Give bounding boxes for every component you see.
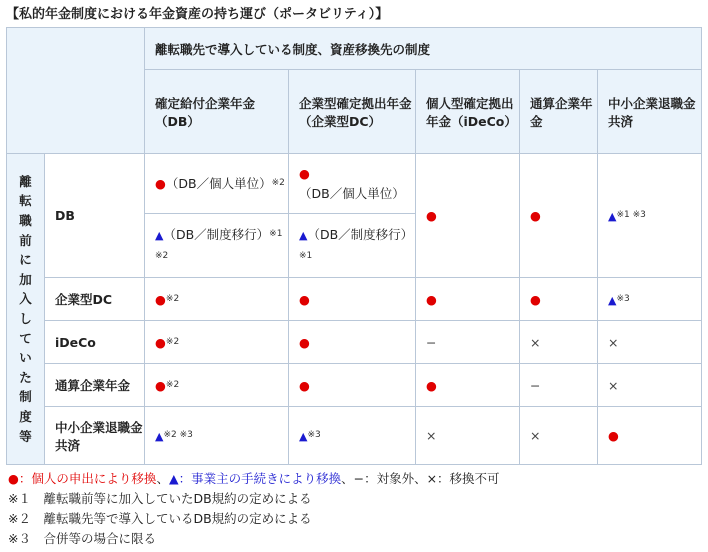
red-circle-icon: ● (426, 377, 437, 393)
cell-db-tsusan (520, 154, 598, 278)
legend-marks: ●：個人の申出により移換、▲：事業主の手続きにより移換、−：対象外、×：移換不可 (8, 471, 500, 486)
cell-chusho-ideco: × (416, 407, 520, 465)
side-label: 離転職前に加入していた制度等 (7, 154, 45, 465)
portability-table (6, 27, 702, 465)
red-circle-icon: ● (530, 291, 541, 307)
cell-dc-dc (289, 278, 416, 321)
row-header-tsusan: 通算企業年金 (45, 364, 145, 407)
red-circle-icon: ● (299, 334, 310, 350)
row-header-db: DB (45, 154, 145, 278)
red-circle-icon: ● (426, 291, 437, 307)
red-circle-icon: ● (155, 176, 166, 191)
red-circle-icon: ● (426, 208, 437, 223)
page-title: 【私的年金制度における年金資産の持ち運び（ポータビリティ）】 (6, 7, 389, 22)
cell-chusho-chusho (598, 407, 702, 465)
col-header-db: 確定給付企業年金（DB） (145, 70, 289, 154)
red-circle-icon: ● (299, 377, 310, 393)
blue-triangle-icon: ▲ (608, 210, 617, 223)
red-circle-icon: ● (530, 208, 541, 223)
footnote-2: ※２ 離転職先等で導入しているDB規約の定めによる (8, 511, 312, 526)
cell-chusho-db: ▲$^{※2 ※3}$ (145, 407, 289, 465)
blue-triangle-icon: ▲ (155, 229, 164, 242)
col-header-chusho: 中小企業退職金共済 (598, 70, 702, 154)
red-circle-icon: ● (155, 291, 166, 307)
cell-tsusan-tsusan: − (520, 364, 598, 407)
cell-ideco-tsusan: × (520, 321, 598, 364)
legend-rest: 、−：対象外、×：移換不可 (341, 471, 500, 486)
cell-chusho-tsusan: × (520, 407, 598, 465)
cell-dc-db: ●$^{※2}$ (145, 278, 289, 321)
red-circle-icon: ● (8, 471, 19, 486)
cell-db-db-individual: ●（DB／個人単位）$^{※2}$ (145, 154, 289, 214)
red-circle-icon: ● (608, 428, 619, 443)
cell-db-db-transfer: ▲（DB／制度移行）$^{※1 ※2}$ (145, 214, 289, 278)
red-circle-icon: ● (299, 291, 310, 307)
cell-tsusan-ideco (416, 364, 520, 407)
group-header: 離転職先で導入している制度、資産移換先の制度 (145, 28, 702, 70)
cell-tsusan-chusho: × (598, 364, 702, 407)
cell-db-dc-transfer: ▲（DB／制度移行）$^{※1}$ (289, 214, 416, 278)
cell-ideco-chusho: × (598, 321, 702, 364)
blue-triangle-icon: ▲ (155, 430, 164, 443)
legend-blue-text: ：事業主の手続きにより移換 (178, 471, 342, 486)
blue-triangle-icon: ▲ (299, 228, 308, 242)
footnote-1: ※１ 離転職前等に加入していたDB規約の定めによる (8, 491, 312, 506)
corner-cell (7, 28, 145, 154)
blue-triangle-icon: ▲ (299, 430, 308, 443)
row-header-ideco: iDeCo (45, 321, 145, 364)
cell-db-chusho: ▲$^{※1 ※3}$ (598, 154, 702, 278)
cell-chusho-dc: ▲$^{※3}$ (289, 407, 416, 465)
cell-dc-chusho: ▲$^{※3}$ (598, 278, 702, 321)
red-circle-icon: ● (299, 165, 310, 181)
col-header-dc: 企業型確定拠出年金（企業型DC） (289, 70, 416, 154)
footnote-3: ※３ 合併等の場合に限る (8, 531, 156, 546)
cell-tsusan-dc (289, 364, 416, 407)
red-circle-icon: ● (155, 334, 166, 350)
col-header-tsusan: 通算企業年金 (520, 70, 598, 154)
cell-ideco-dc (289, 321, 416, 364)
row-header-chusho: 中小企業退職金共済 (45, 407, 145, 465)
cell-ideco-ideco: − (416, 321, 520, 364)
cell-ideco-db: ●$^{※2}$ (145, 321, 289, 364)
row-header-dc: 企業型DC (45, 278, 145, 321)
cell-tsusan-db: ●$^{※2}$ (145, 364, 289, 407)
cell-dc-ideco (416, 278, 520, 321)
cell-db-ideco (416, 154, 520, 278)
blue-triangle-icon: ▲ (608, 293, 617, 307)
col-header-ideco: 個人型確定拠出年金（iDeCo） (416, 70, 520, 154)
cell-dc-tsusan (520, 278, 598, 321)
cell-db-dc-individual: ●（DB／個人単位） (289, 154, 416, 214)
red-circle-icon: ● (155, 377, 166, 393)
blue-triangle-icon: ▲ (168, 471, 179, 486)
legend-red-text: ：個人の申出により移換 (18, 471, 157, 486)
